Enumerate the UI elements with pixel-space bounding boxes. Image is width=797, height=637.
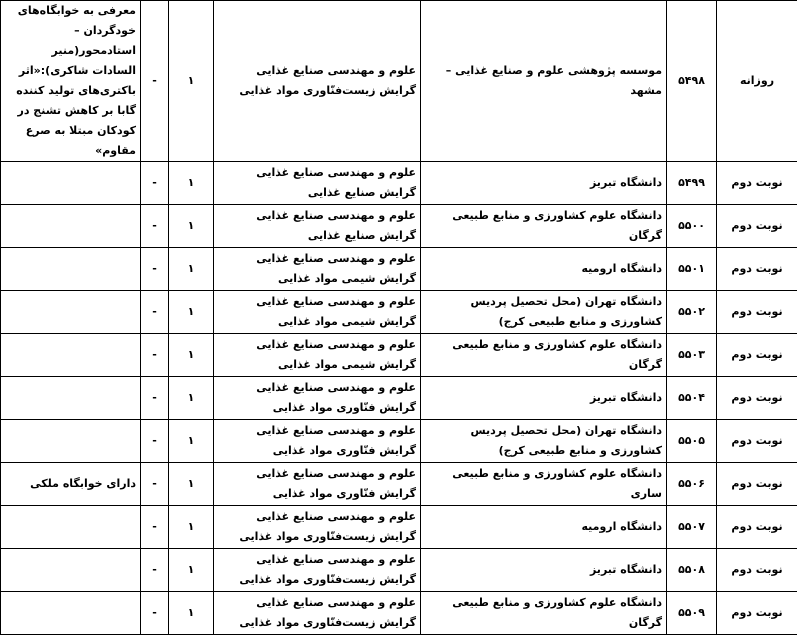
university-cell: دانشگاه تهران (محل تحصیل پردیس کشاورزی و منابع طبیعی کرج) (421, 420, 667, 463)
field-cell: علوم و مهندسی صنایع غذایی گرایش فنّاوری مواد غذایی (214, 377, 421, 420)
capacity-cell: ۱ (169, 291, 214, 334)
shift-cell: نوبت دوم (717, 334, 797, 377)
note-cell (1, 377, 141, 420)
university-cell: دانشگاه تبریز (421, 162, 667, 205)
shift-cell: نوبت دوم (717, 291, 797, 334)
field-cell: علوم و مهندسی صنایع غذایی گرایش شیمی مواد غذایی (214, 291, 421, 334)
university-cell: دانشگاه علوم کشاورزی و منابع طبیعی گرگان (421, 592, 667, 635)
capacity-cell: ۱ (169, 377, 214, 420)
table-row (1, 248, 797, 291)
shift-cell: نوبت دوم (717, 592, 797, 635)
table-row (1, 162, 797, 205)
table-body (1, 1, 797, 635)
field-cell: علوم و مهندسی صنایع غذایی گرایش زیست‌فنّاوری مواد غذایی (214, 592, 421, 635)
shift-cell: نوبت دوم (717, 205, 797, 248)
table-row (1, 291, 797, 334)
table-row (1, 334, 797, 377)
university-cell: دانشگاه ارومیه (421, 248, 667, 291)
code-cell: ۵۴۹۹ (667, 162, 717, 205)
code-cell: ۵۵۰۹ (667, 592, 717, 635)
shift-cell: نوبت دوم (717, 162, 797, 205)
field-cell: علوم و مهندسی صنایع غذایی گرایش زیست‌فنّاوری مواد غذایی (214, 1, 421, 162)
dash-cell: - (141, 592, 169, 635)
university-cell: دانشگاه علوم کشاورزی و منابع طبیعی گرگان (421, 334, 667, 377)
code-cell: ۵۵۰۲ (667, 291, 717, 334)
table-row (1, 506, 797, 549)
university-cell: موسسه پژوهشی علوم و صنایع غذایی – مشهد (421, 1, 667, 162)
dash-cell: - (141, 377, 169, 420)
dash-cell: - (141, 1, 169, 162)
dash-cell: - (141, 506, 169, 549)
shift-cell: نوبت دوم (717, 377, 797, 420)
capacity-cell: ۱ (169, 162, 214, 205)
code-cell: ۵۵۰۴ (667, 377, 717, 420)
code-cell: ۵۵۰۵ (667, 420, 717, 463)
university-cell: دانشگاه تبریز (421, 377, 667, 420)
note-cell: دارای خوابگاه ملکی (1, 463, 141, 506)
table-row (1, 1, 797, 162)
capacity-cell: ۱ (169, 420, 214, 463)
capacity-cell: ۱ (169, 549, 214, 592)
university-cell: دانشگاه علوم کشاورزی و منابع طبیعی گرگان (421, 205, 667, 248)
capacity-cell: ۱ (169, 205, 214, 248)
university-cell: دانشگاه تبریز (421, 549, 667, 592)
table-row (1, 549, 797, 592)
dash-cell: - (141, 549, 169, 592)
dash-cell: - (141, 248, 169, 291)
note-cell (1, 248, 141, 291)
note-cell (1, 334, 141, 377)
table-row (1, 205, 797, 248)
note-cell (1, 205, 141, 248)
university-cell: دانشگاه ارومیه (421, 506, 667, 549)
table-row (1, 592, 797, 635)
field-cell: علوم و مهندسی صنایع غذایی گرایش زیست‌فنّاوری مواد غذایی (214, 549, 421, 592)
code-cell: ۵۴۹۸ (667, 1, 717, 162)
note-cell (1, 162, 141, 205)
note-cell (1, 549, 141, 592)
field-cell: علوم و مهندسی صنایع غذایی گرایش شیمی مواد غذایی (214, 334, 421, 377)
field-cell: علوم و مهندسی صنایع غذایی گرایش زیست‌فنّاوری مواد غذایی (214, 506, 421, 549)
note-cell (1, 506, 141, 549)
table-row (1, 463, 797, 506)
code-cell: ۵۵۰۸ (667, 549, 717, 592)
field-cell: علوم و مهندسی صنایع غذایی گرایش فنّاوری مواد غذایی (214, 420, 421, 463)
table-row (1, 377, 797, 420)
capacity-cell: ۱ (169, 334, 214, 377)
capacity-cell: ۱ (169, 506, 214, 549)
code-cell: ۵۵۰۷ (667, 506, 717, 549)
shift-cell: نوبت دوم (717, 420, 797, 463)
dash-cell: - (141, 420, 169, 463)
code-cell: ۵۵۰۳ (667, 334, 717, 377)
code-cell: ۵۵۰۰ (667, 205, 717, 248)
note-cell (1, 420, 141, 463)
note-cell: معرفی به خوابگاه‌های خودگردان – استادمحور(منیر السادات شاکری):«اثر باکتری‌های تولید کننده گابا بر کاهش تشنج در کودکان مبتلا به صرع مقاوم» (1, 1, 141, 162)
dash-cell: - (141, 463, 169, 506)
shift-cell: نوبت دوم (717, 248, 797, 291)
code-cell: ۵۵۰۶ (667, 463, 717, 506)
field-cell: علوم و مهندسی صنایع غذایی گرایش صنایع غذایی (214, 162, 421, 205)
code-cell: ۵۵۰۱ (667, 248, 717, 291)
dash-cell: - (141, 162, 169, 205)
capacity-cell: ۱ (169, 1, 214, 162)
capacity-cell: ۱ (169, 592, 214, 635)
shift-cell: نوبت دوم (717, 463, 797, 506)
field-cell: علوم و مهندسی صنایع غذایی گرایش صنایع غذایی (214, 205, 421, 248)
field-cell: علوم و مهندسی صنایع غذایی گرایش فنّاوری مواد غذایی (214, 463, 421, 506)
shift-cell: روزانه (717, 1, 797, 162)
dash-cell: - (141, 334, 169, 377)
note-cell (1, 592, 141, 635)
capacity-cell: ۱ (169, 248, 214, 291)
dash-cell: - (141, 205, 169, 248)
field-cell: علوم و مهندسی صنایع غذایی گرایش شیمی مواد غذایی (214, 248, 421, 291)
capacity-cell: ۱ (169, 463, 214, 506)
university-cell: دانشگاه علوم کشاورزی و منابع طبیعی ساری (421, 463, 667, 506)
table-row (1, 420, 797, 463)
dash-cell: - (141, 291, 169, 334)
shift-cell: نوبت دوم (717, 549, 797, 592)
shift-cell: نوبت دوم (717, 506, 797, 549)
note-cell (1, 291, 141, 334)
university-cell: دانشگاه تهران (محل تحصیل پردیس کشاورزی و منابع طبیعی کرج) (421, 291, 667, 334)
